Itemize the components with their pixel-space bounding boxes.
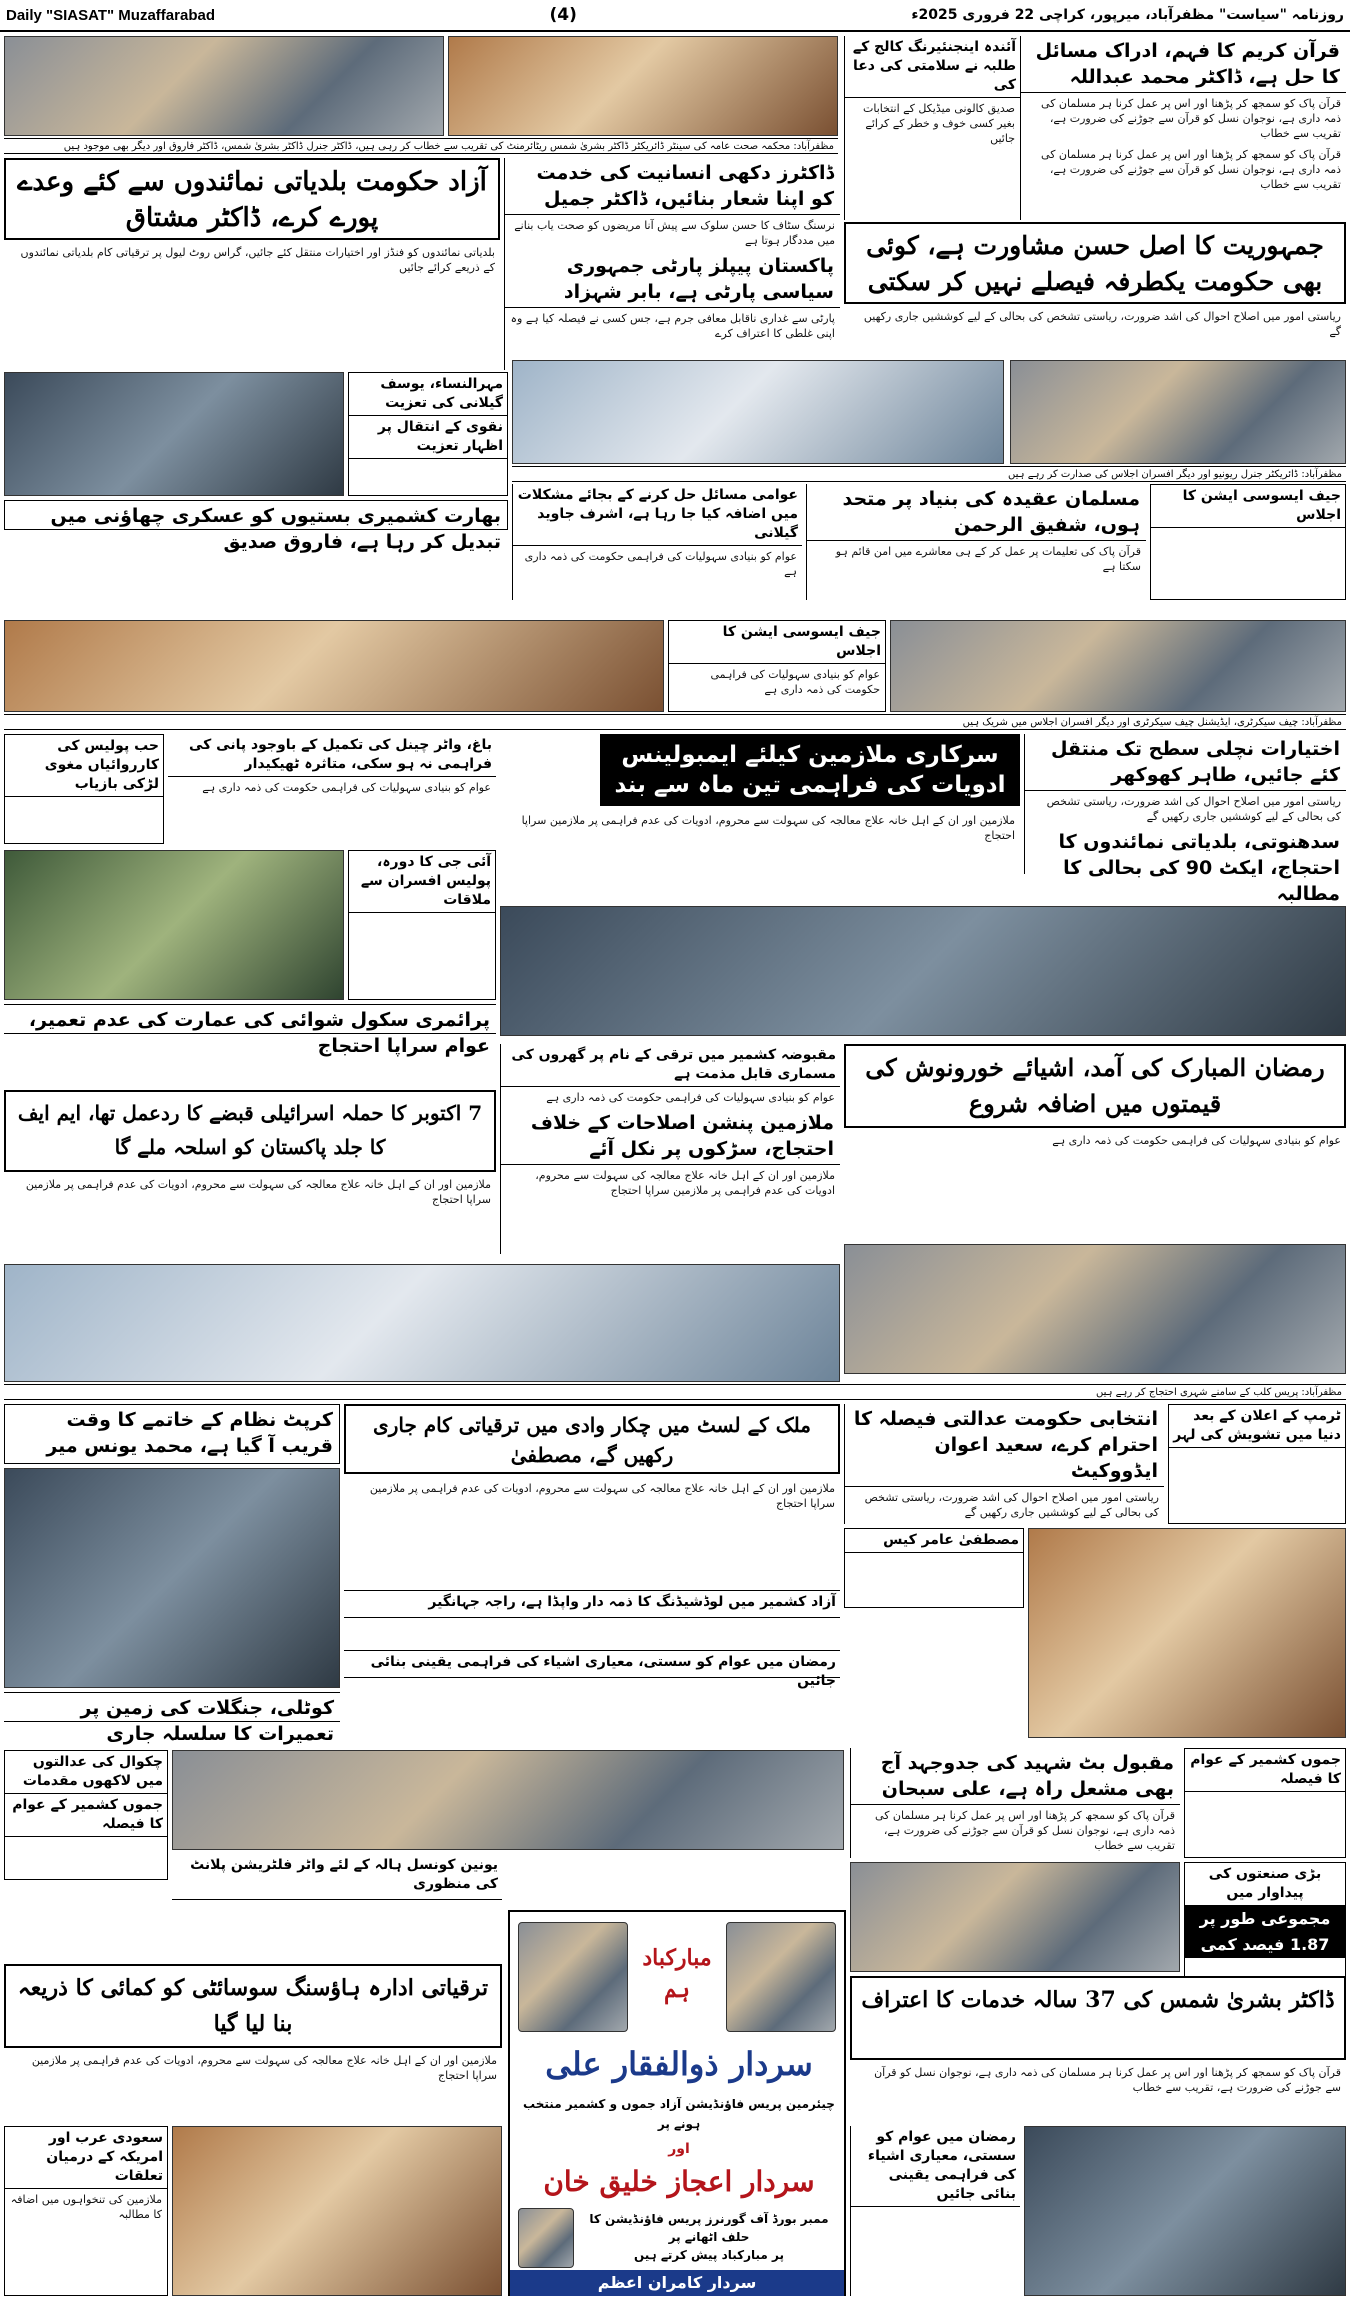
ad-portrait-2 — [726, 1922, 836, 2032]
row3-center-body: ملازمین اور ان کے اہل خانہ علاج معالجہ کی سہولت سے محروم، ادویات کی عدم فراہمی پر ملازمین سراپا احتجاج — [369, 1482, 835, 1510]
big-banner-body: ملازمین اور ان کے اہل خانہ علاج معالجہ کی سہولت سے محروم، ادویات کی عدم فراہمی پر ملازمین سراپا احتجاج — [521, 814, 1015, 842]
ad-greeting-text: مبارکباد — [642, 1945, 712, 1971]
band-left-body: ملازمین اور ان کے اہل خانہ علاج معالجہ کی سہولت سے محروم، ادویات کی عدم فراہمی پر ملازمین سراپا احتجاج — [25, 1178, 491, 1206]
side-headline-2: نقوی کے انتقال پر اظہار تعزیت — [349, 416, 507, 459]
masthead-right: روزنامہ "سیاست" مظفرآباد، میرپور، کراچی 22 فروری 2025ء — [911, 7, 1344, 23]
masthead — [0, 0, 1350, 32]
row4-right-body-2: قرآن پاک کو سمجھ کر پڑھنا اور اس پر عمل کرنا ہر مسلمان کی ذمہ داری ہے، نوجوان نسل کو قرآن سے جوڑنے کی ضرورت ہے، تقریب سے خطاب — [874, 2066, 1341, 2094]
band-sub-headline-2: ملازمین پنشن اصلاحات کے خلاف احتجاج، سڑکوں پر نکل آئے — [501, 1108, 840, 1165]
center-headline-1: ڈاکٹرز دکھی انسانیت کی خدمت کو اپنا شعار بنائیں، ڈاکٹر جمیل — [505, 158, 840, 215]
mid-left-photo — [4, 372, 344, 496]
congratulations-ad — [508, 1910, 846, 2296]
stat-value: مجموعی طور پر 1.87 فیصد کمی — [1185, 1906, 1345, 1958]
row3-sub-1: آزاد کشمیر میں لوڈشیڈنگ کا ذمہ دار واپڈا ہے، راجہ جہانگیر — [344, 1590, 840, 1618]
caption-row2: مظفرآباد: چیف سیکرٹری، ایڈیشنل چیف سیکرٹری اور دیگر افسران اجلاس میں شریک ہیں — [4, 714, 1346, 730]
row4-right-headline-2: ڈاکٹر بشریٰ شمس کی 37 سالہ خدمات کا اعتراف — [850, 1976, 1346, 2060]
mid-right-headline: مسلمان عقیدہ کی بنیاد پر متحد ہوں، شفیق الرحمن — [807, 484, 1146, 541]
row4-right-side — [1184, 1748, 1346, 1858]
mid-left-headline: بھارت کشمیری بستیوں کو عسکری چھاؤنی میں تبدیل کر رہا ہے، فاروق صدیق — [4, 500, 508, 530]
headline: حب پولیس کی کارروائیاں مغوی لڑکی بازیاب — [5, 735, 163, 797]
row2-photo-left — [4, 620, 664, 712]
headline: اختیارات نچلی سطح تک منتقل کئے جائیں، طاہر کھوکھر — [1025, 734, 1346, 791]
side-headline: مہرالنساء، یوسف گیلانی کی تعزیت — [349, 373, 507, 416]
ad-sponsor: سردار کامران اعظم — [510, 2270, 844, 2296]
side-headline: آئی جی کا دورہ، پولیس افسران سے ملاقات — [349, 851, 495, 913]
band-right-photo — [844, 1244, 1346, 1374]
mid-center-headline: عوامی مسائل حل کرنے کے بجائے مشکلات میں اضافہ کیا جا رہا ہے، اشرف جاوید گیلانی — [513, 484, 802, 546]
ad-name-1: سردار ذوالفقار علی — [545, 2045, 813, 2083]
article-body: قرآن پاک کو سمجھ کر پڑھنا اور اس پر عمل کرنا ہر مسلمان کی ذمہ داری ہے، نوجوان نسل کو قرآن سے جوڑنے کی ضرورت ہے، تقریب سے خطاب — [875, 1809, 1175, 1852]
row3-left-headline: کرپٹ نظام کے خاتمے کا وقت قریب آ گیا ہے، محمد یونس میر — [4, 1404, 340, 1464]
side-headline: آئندہ اینجنئیرنگ کالج کے طلبہ نے سلامتی کی دعا کی — [845, 36, 1020, 98]
center-body-2: پارٹی سے غداری ناقابل معافی جرم ہے، جس کسی نے فیصلہ کیا ہے وہ اپنی غلطی کا اعتراف کرے — [510, 312, 835, 340]
caption-row3: مظفرآباد: پریس کلب کے سامنے شہری احتجاج کر رہے ہیں — [4, 1384, 1346, 1400]
row3-sub-4-box — [844, 1528, 1024, 1608]
banner-right-headline: جمہوریت کا اصل حسن مشاورت ہے، کوئی بھی حکومت یکطرفہ فیصلے نہیں کر سکتی — [844, 222, 1346, 304]
row3-left-photo — [4, 1468, 340, 1688]
row3-center-headline: ملک کے لسٹ میں چکار وادی میں ترقیاتی کام جاری رکھیں گے، مصطفیٰ — [344, 1404, 840, 1474]
row2-center-photo — [500, 906, 1346, 1036]
mid-left-side — [348, 372, 508, 496]
band-right-body: عوام کو بنیادی سہولیات کی فراہمی حکومت کی ذمہ داری ہے — [1052, 1134, 1341, 1147]
row2-left-photo — [4, 850, 344, 1000]
headline: مقبول بٹ شہید کی جدوجہد آج بھی مشعل راہ ہے، علی سبحان — [851, 1748, 1180, 1805]
mid-right — [806, 484, 1146, 600]
bottom-right-photo — [1024, 2126, 1346, 2296]
page-number: (4) — [549, 5, 577, 25]
mid-right-photo — [1010, 360, 1346, 464]
masthead-left: Daily "SIASAT" Muzaffarabad — [6, 6, 215, 24]
row2-left-article — [168, 734, 496, 844]
bottom-right-article — [850, 2126, 1020, 2296]
ad-portrait-1 — [518, 1922, 628, 2032]
ad-conjunction: اور — [668, 2141, 690, 2157]
stat-label: بڑی صنعتوں کی پیداوار میں — [1185, 1863, 1345, 1906]
side-headline: جیف ایسوسی ایشن کا اجلاس — [1151, 485, 1345, 528]
ad-line-1: چیئرمین پریس فاؤنڈیشن آزاد جموں و کشمیر منتخب ہونے پر — [523, 2097, 835, 2131]
row4-left-body: ملازمین اور ان کے اہل خانہ علاج معالجہ کی سہولت سے محروم، ادویات کی عدم فراہمی پر ملازمین سراپا احتجاج — [31, 2054, 497, 2082]
headline-2: سدھنوتی، بلدیاتی نمائندوں کا احتجاج، ایکٹ 90 کی بحالی کا مطالبہ — [1025, 827, 1346, 910]
col-right-side — [844, 36, 1020, 220]
article-body: قرآن پاک کو سمجھ کر پڑھنا اور اس پر عمل کرنا ہر مسلمان کی ذمہ داری ہے، نوجوان نسل کو قرآن سے جوڑنے کی ضرورت ہے، تقریب سے خطاب — [1041, 97, 1341, 140]
band-center — [500, 1044, 840, 1254]
center-headline-2: پاکستان پیپلز پارٹی جمہوری سیاسی پارٹی ہے، بابر شہزاد — [505, 251, 840, 308]
side-headline: جموں کشمیر کے عوام کا فیصلہ — [1185, 1749, 1345, 1792]
row4-photo — [172, 1750, 844, 1850]
row3-sub-3: کوٹلی، جنگلات کی زمین پر تعمیرات کا سلسلہ جاری — [4, 1692, 340, 1722]
top-photo-event — [448, 36, 838, 136]
row4-right-photo — [850, 1862, 1180, 1972]
ad-line-3-text: پر مبارکباد پیش کرتے ہیں — [633, 2248, 785, 2262]
ad-name-2: سردار اعجاز خلیق خان — [543, 2165, 815, 2198]
side-headline: جیف ایسوسی ایشن کا اجلاس — [669, 621, 885, 664]
row4-left-side — [4, 1750, 168, 1880]
row2-right — [1024, 734, 1346, 905]
side-headline: سعودی عرب اور امریکہ کے درمیان تعلقات — [5, 2127, 167, 2189]
side-headline: ٹرمپ کے اعلان کے بعد دنیا میں تشویش کی لہر — [1169, 1405, 1345, 1448]
row2-left-side — [348, 850, 496, 1000]
side-body: ملازمین کی تنخواہوں میں اضافہ کا مطالبہ — [10, 2193, 162, 2221]
band-sub-headline: مقبوضہ کشمیر میں ترقی کے نام پر گھروں کی مسماری قابل مذمت ہے — [501, 1044, 840, 1087]
top-photo-group — [4, 36, 444, 136]
article-body: عوام کو بنیادی سہولیات کی فراہمی حکومت کی ذمہ داری ہے — [202, 781, 491, 794]
row3-right — [844, 1404, 1164, 1524]
ad-greeting — [628, 1942, 726, 2022]
mid-right-body: قرآن پاک کی تعلیمات پر عمل کر کے ہی معاشرے میں امن قائم ہو سکتا ہے — [835, 545, 1141, 573]
row3-right-photo — [1028, 1528, 1346, 1738]
band-sub-body: عوام کو بنیادی سہولیات کی فراہمی حکومت کی ذمہ داری ہے — [546, 1091, 835, 1104]
top-center — [504, 158, 840, 370]
left-top-body: بلدیاتی نمائندوں کو فنڈز اور اختیارات منتقل کئے جائیں، گراس روٹ لیول پر ترقیاتی کام بلدیاتی نمائندوں کے ذریعے کرائے جائیں — [20, 246, 495, 274]
band-right-headline: رمضان المبارک کی آمد، اشیائے خورونوش کی قیمتوں میں اضافہ شروع — [844, 1044, 1346, 1128]
banner-right-body: ریاستی امور میں اصلاح احوال کی اشد ضرورت، ریاستی تشخص کی بحالی کے لیے کوششیں جاری رکھیں گے — [863, 310, 1341, 338]
center-body-1: نرسنگ سٹاف کا حسن سلوک سے پیش آنا مریضوں کو صحت یاب بنانے میں مددگار ہوتا ہے — [514, 219, 835, 247]
article-body: ریاستی امور میں اصلاح احوال کی اشد ضرورت، ریاستی تشخص کی بحالی کے لیے کوششیں جاری رکھیں گے — [1046, 795, 1341, 823]
headline: قرآن کریم کا فہم، ادراک مسائل کا حل ہے، ڈاکٹر محمد عبداللہ — [1021, 36, 1346, 93]
mid-center — [512, 484, 802, 600]
bottom-left-photo — [172, 2126, 502, 2296]
row2-side-box — [668, 620, 886, 712]
ad-line-2 — [574, 2210, 844, 2262]
headline: باغ، واٹر چینل کی تکمیل کے باوجود پانی کی فراہمی نہ ہو سکی، متاثرہ ٹھیکیدار — [168, 734, 496, 777]
article-body: ریاستی امور میں اصلاح احوال کی اشد ضرورت، ریاستی تشخص کی بحالی کے لیے کوششیں جاری رکھیں گے — [864, 1491, 1159, 1519]
col-right-top — [1020, 36, 1346, 220]
ad-line-2-text: ممبر بورڈ آف گورنرز پریس فاؤنڈیشن کا حلف اٹھانے پر — [589, 2212, 829, 2244]
headline: انتخابی حکومت عدالتی فیصلہ کا احترام کرے، سعید اعوان ایڈووکیٹ — [845, 1404, 1164, 1487]
row4-center-headline: یونین کونسل ہالہ کے لئے واٹر فلٹریشن پلانٹ کی منظوری — [172, 1854, 502, 1900]
mid-center-photo — [512, 360, 1004, 464]
row4-right — [850, 1748, 1180, 1858]
row2-left-headline-3: پرائمری سکول شوائی کی عمارت کی عدم تعمیر، عوام سراپا احتجاج — [4, 1004, 496, 1034]
left-top-headline: آزاد حکومت بلدیاتی نمائندوں سے کئے وعدے پورے کرے، ڈاکٹر مشتاق — [4, 158, 500, 240]
row3-right-side — [1168, 1404, 1346, 1524]
ad-sub-greeting: ہم — [664, 1977, 690, 2003]
mid-center-body: عوام کو بنیادی سہولیات کی فراہمی حکومت کی ذمہ داری ہے — [524, 550, 797, 578]
side-headline: مصطفیٰ عامر کیس — [845, 1529, 1023, 1553]
side-body: صدیق کالونی میڈیکل کے انتخابات بغیر کسی خوف و خطر کے کرائے جائیں — [863, 102, 1015, 145]
row2-photo-right — [890, 620, 1346, 712]
side-headline-2: جموں کشمیر کے عوام کا فیصلہ — [5, 1794, 167, 1837]
side-body: عوام کو بنیادی سہولیات کی فراہمی حکومت کی ذمہ داری ہے — [710, 668, 880, 696]
row3-photo — [4, 1264, 840, 1382]
band-sub-body-2: ملازمین اور ان کے اہل خانہ علاج معالجہ کی سہولت سے محروم، ادویات کی عدم فراہمی پر ملازمین سراپا احتجاج — [535, 1169, 835, 1197]
mid-caption: مظفرآباد: ڈائریکٹر جنرل ریونیو اور دیگر افسران اجلاس کی صدارت کر رہے ہیں — [512, 466, 1346, 482]
headline: رمضان میں عوام کو سستی، معیاری اشیاء کی فراہمی یقینی بنائی جائیں — [851, 2126, 1020, 2207]
row3-sub-2: رمضان میں عوام کو سستی، معیاری اشیاء کی فراہمی یقینی بنائی جائیں — [344, 1650, 840, 1678]
row2-left-box — [4, 734, 164, 844]
bottom-left-side — [4, 2126, 168, 2296]
side-headline: چکوال کی عدالتوں میں لاکھوں مقدمات — [5, 1751, 167, 1794]
article-body-more: قرآن پاک کو سمجھ کر پڑھنا اور اس پر عمل کرنا ہر مسلمان کی ذمہ داری ہے، نوجوان نسل کو قرآن سے جوڑنے کی ضرورت ہے، تقریب سے خطاب — [1041, 148, 1341, 191]
row4-left-headline: ترقیاتی ادارہ ہاؤسنگ سوسائٹی کو کمائی کا ذریعہ بنا لیا گیا — [4, 1964, 502, 2048]
top-photo-caption: مظفرآباد: محکمہ صحت عامہ کی سینٹر ڈائریکٹر ڈاکٹر بشریٰ شمس ریٹائرمنٹ کی تقریب سے خطاب کر رہی ہیں، ڈاکٹر جنرل ڈاکٹر بشریٰ شمس، ڈاکٹر فاروق اور دیگر بھی موجود ہیں — [4, 138, 838, 154]
mid-right-side — [1150, 484, 1346, 600]
band-left-headline: 7 اکتوبر کا حملہ اسرائیلی قبضے کا ردعمل تھا، ایم ایف کا جلد پاکستان کو اسلحہ ملے گا — [4, 1090, 496, 1172]
big-banner-headline: سرکاری ملازمین کیلئے ایمبولینس ادویات کی فراہمی تین ماہ سے بند — [600, 734, 1020, 806]
ad-portrait-3 — [518, 2208, 574, 2268]
